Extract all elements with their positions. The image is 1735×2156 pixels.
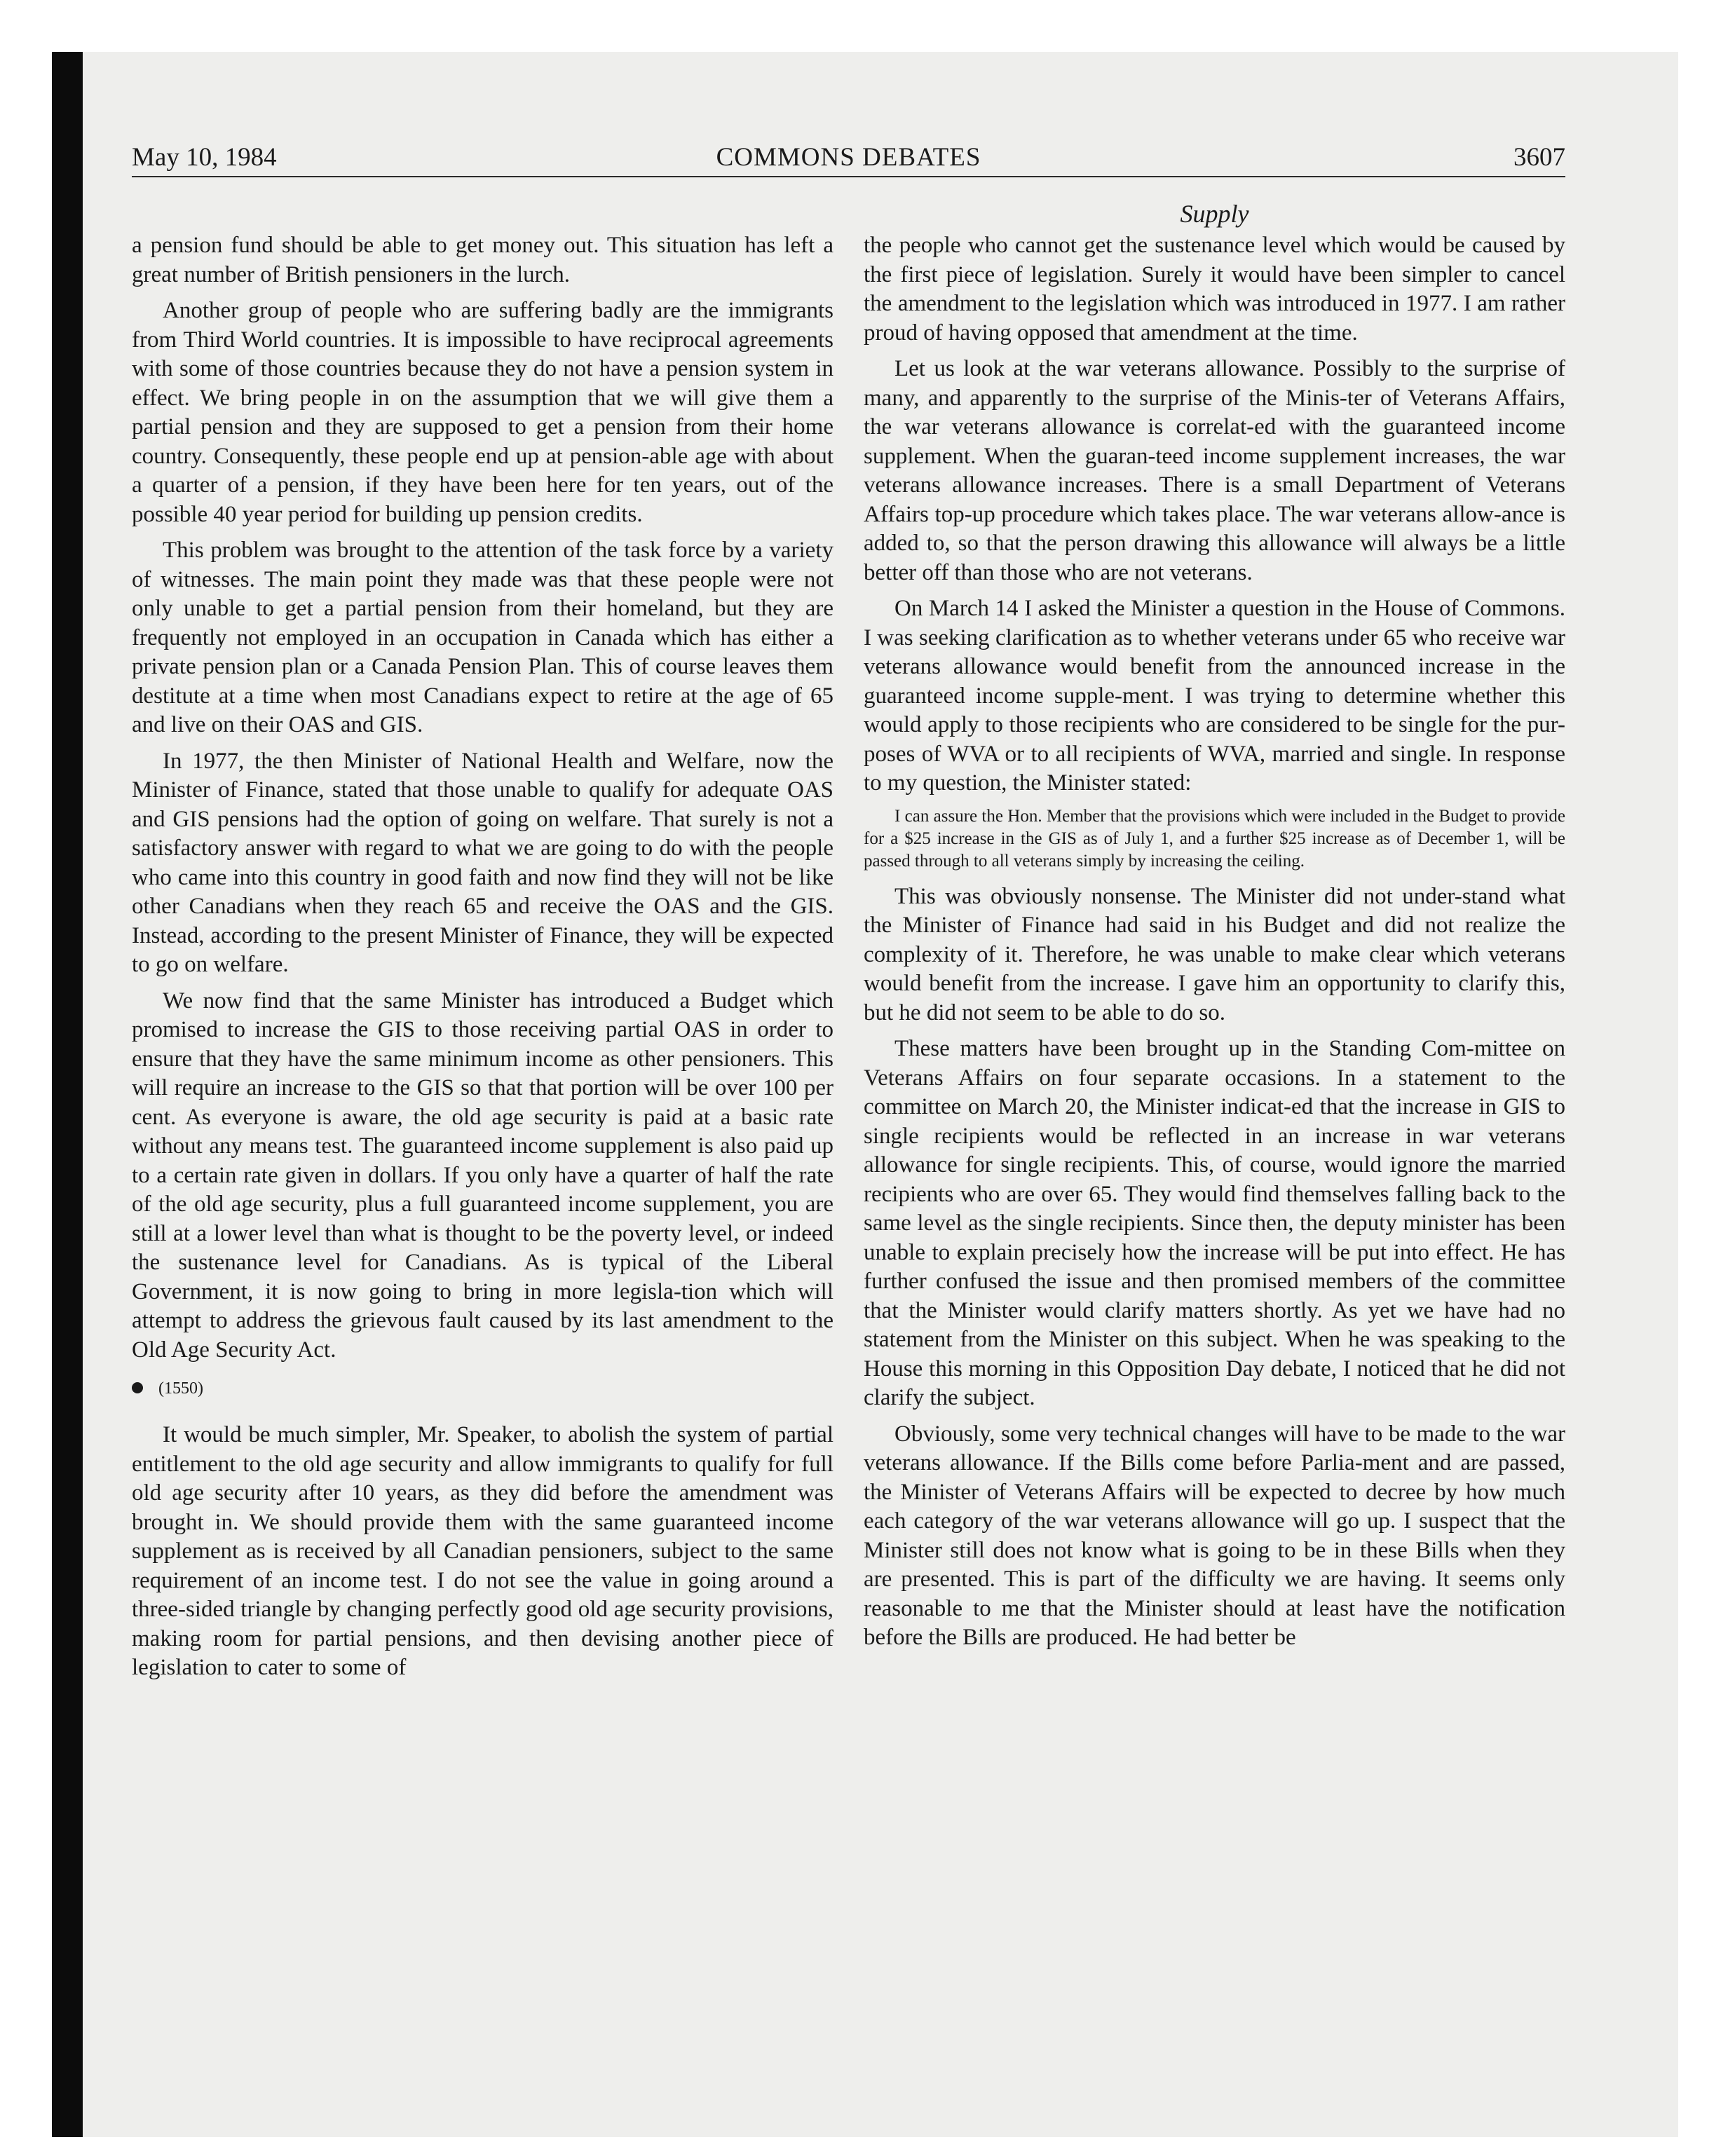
page-header xyxy=(132,140,1565,179)
left-column xyxy=(132,231,834,1690)
paragraph: It would be much simpler, Mr. Speaker, to abolish the system of partial entitlement to the old age security and allow immigrants to qualify for full old age security after 10 years, as they did before the amendment was brought in. We should provide them with the same guaranteed income supplement as is received by all Canadian pensioners, subject to the same requirement of an income test. I do not see the value in going around a three-sided triangle by changing perfectly good old age security provisions, making room for partial pensions, and then devising another piece of legislation to cater to some of xyxy=(132,1422,834,1680)
header-date: May 10, 1984 xyxy=(132,143,277,172)
paragraph: On March 14 I asked the Minister a question in the House of Commons. I was seeking clarification as to whether veterans under 65 who receive war veterans allowance would benefit from the announced increase in the guaranteed income supple-ment. I was trying to determine whether this would apply to those recipients who are considered to be single for the pur-poses of WVA or to all recipients of WVA, married and single. In response to my question, the Minister stated: xyxy=(864,596,1565,796)
bullet-icon xyxy=(132,1382,143,1393)
paragraph: This was obviously nonsense. The Minister did not under-stand what the Minister of Finance had said in his Budget and did not realize the complexity of it. Therefore, he was unable to make clear which veterans would benefit from the increase. I gave him an opportunity to clarify this, but he did not seem to be able to do so. xyxy=(864,883,1565,1025)
header-page-number: 3607 xyxy=(1513,143,1565,172)
header-title: COMMONS DEBATES xyxy=(716,143,981,172)
time-marker-label: (1550) xyxy=(158,1379,203,1398)
paragraph: Let us look at the war veterans allowance. Possibly to the surprise of many, and apparently to the surprise of the Minis-ter of Veterans Affairs, the war veterans allowance is correlat-ed with the guaranteed income supplement. When the guaran-teed income supplement increases, the war veterans allowance increases. There is a small Department of Veterans Affairs top-up procedure which takes place. The war veterans allow-ance is added to, so that the person drawing this allowance will always be a little better off than those who are not veterans. xyxy=(864,356,1565,585)
paragraph: Another group of people who are suffering badly are the immigrants from Third World countries. It is impossible to have reciprocal agreements with some of those countries because they do not have a pension system in effect. We bring people in on the assumption that we will give them a partial pension and they are supposed to get a pension from their home country. Consequently, these people end up at pension-able age with about a quarter of a pension, if they have been here for ten years, out of the possible 40 year period for building up pension credits. xyxy=(132,298,834,527)
paragraph: These matters have been brought up in the Standing Com-mittee on Veterans Affairs on four separate occasions. In a statement to the committee on March 20, the Minister indicat-ed that the increase in GIS to single recipients would be reflected in an increase in war veterans allowance for single recipients. This, of course, would ignore the married recipients who are over 65. They would find themselves falling back to the same level as the single recipients. Since then, the deputy minister has been unable to explain precisely how the increase will be put into effect. He has further confused the issue and then promised members of the committee that the Minister would clarify matters shortly. As yet we have had no statement from the Minister on this subject. When he was speaking to the House this morning in this Opposition Day debate, I noticed that he did not clarify the subject. xyxy=(864,1036,1565,1410)
paragraph: In 1977, the then Minister of National Health and Welfare, now the Minister of Finance, stated that those unable to qualify for adequate OAS and GIS pensions had the option of going on welfare. That surely is not a satisfactory answer with regard to what we are going to do with the people who came into this country in good faith and now find they will not be like other Canadians when they reach 65 and receive the OAS and the GIS. Instead, according to the present Minister of Finance, they will be expected to go on welfare. xyxy=(132,748,834,977)
block-quote: I can assure the Hon. Member that the provisions which were included in the Budget to provide for a $25 increase in the GIS as of July 1, and a further $25 increase as of December 1, will be passed through to all veterans simply by increasing the ceiling. xyxy=(864,806,1565,871)
paragraph: a pension fund should be able to get money out. This situation has left a great number of British pensioners in the lurch. xyxy=(132,233,834,287)
paragraph: This problem was brought to the attention of the task force by a variety of witnesses. The main point they made was that these people were not only unable to get a partial pension from their homeland, but they are frequently not employed in an occupation in Canada which has either a private pension plan or a Canada Pension Plan. This of course leaves them destitute at a time when most Canadians expect to retire at the age of 65 and live on their OAS and GIS. xyxy=(132,538,834,737)
right-column xyxy=(864,231,1565,1660)
time-marker xyxy=(132,1374,834,1403)
scan-edge-shadow xyxy=(52,52,83,2137)
paragraph: We now find that the same Minister has introduced a Budget which promised to increase the GIS to those receiving partial OAS in order to ensure that they have the same minimum income as other pensioners. This will require an increase to the GIS so that that portion will be over 100 per cent. As everyone is aware, the old age security is paid at a basic rate without any means test. The guaranteed income supplement is also paid up to a certain rate given in dollars. If you only have a quarter of half the rate of the old age security, plus a full guaranteed income supplement, you are still at a lower level than what is thought to be the poverty level, or indeed the sustenance level for Canadians. As is typical of the Liberal Government, it is now going to bring in more legisla-tion which will attempt to address the grievous fault caused by its last amendment to the Old Age Security Act. xyxy=(132,988,834,1363)
paragraph: the people who cannot get the sustenance level which would be caused by the first piece of legislation. Surely it would have been simpler to cancel the amendment to the legislation which was introduced in 1977. I am rather proud of having opposed that amendment at the time. xyxy=(864,233,1565,346)
paragraph: Obviously, some very technical changes will have to be made to the war veterans allowance. If the Bills come before Parlia-ment and are passed, the Minister of Veterans Affairs will be expected to decree by how much each category of the war veterans allowance will go up. I suspect that the Minister still does not know what is going to be in these Bills when they are presented. This is part of the difficulty we are having. It seems only reasonable to me that the Minister should at least have the notification before the Bills are produced. He had better be xyxy=(864,1421,1565,1650)
section-title: Supply xyxy=(1180,200,1249,228)
header-rule xyxy=(132,176,1565,177)
